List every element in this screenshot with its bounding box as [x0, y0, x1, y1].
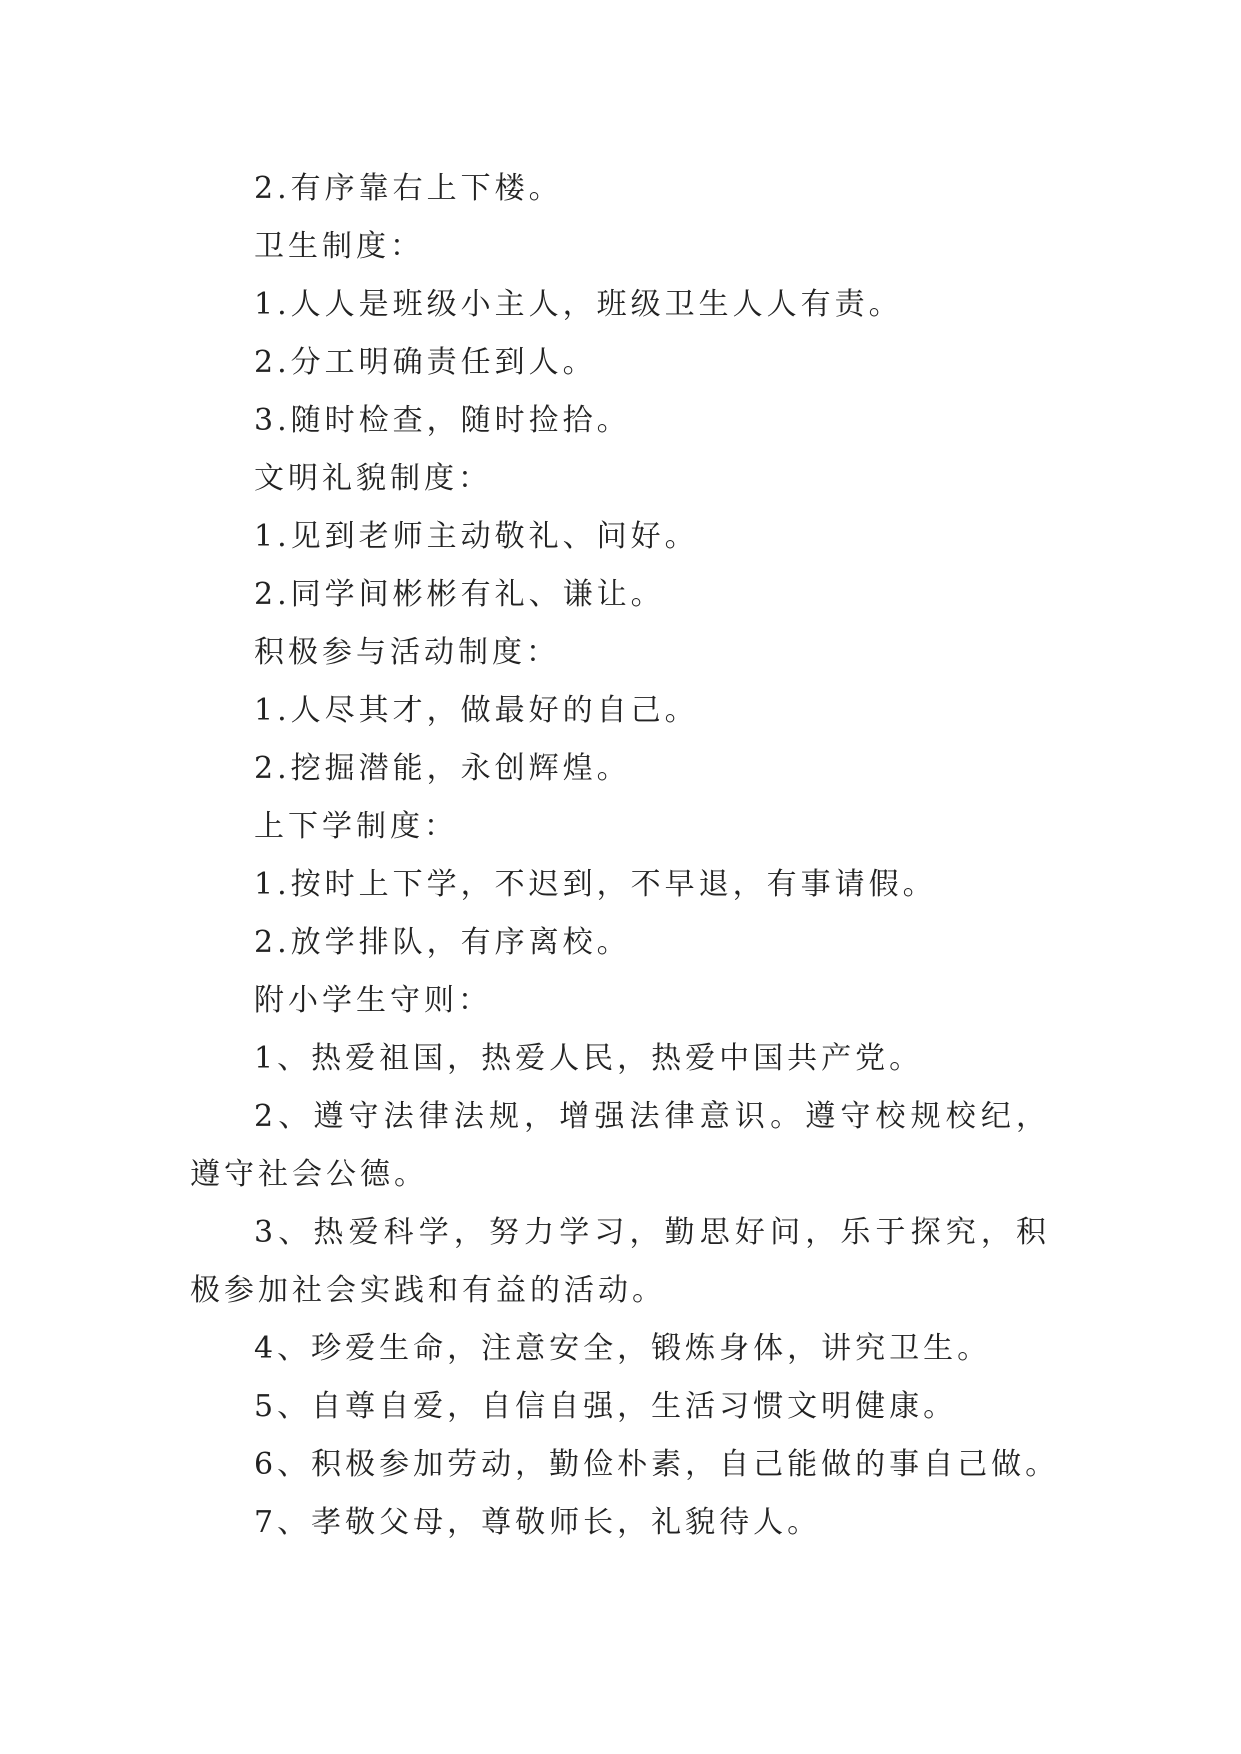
rule-line: 2.同学间彬彬有礼、谦让。	[254, 577, 665, 612]
rule-line: 1.见到老师主动敬礼、问好。	[254, 519, 699, 554]
rule-line: 2.有序靠右上下楼。	[254, 171, 563, 206]
document-body	[190, 160, 1060, 1552]
code-item: 5、自尊自爱，自信自强，生活习惯文明健康。	[254, 1389, 958, 1424]
code-item: 3、热爱科学，努力学习，勤思好问，乐于探究，积极参加社会实践和有益的活动。	[190, 1215, 1050, 1308]
code-item: 4、珍爱生命，注意安全，锻炼身体，讲究卫生。	[254, 1331, 992, 1366]
rule-line: 1.人尽其才，做最好的自己。	[254, 693, 699, 728]
rule-line: 2.分工明确责任到人。	[254, 345, 597, 380]
rule-line: 3.随时检查，随时捡拾。	[254, 403, 631, 438]
rule-line: 2.放学排队，有序离校。	[254, 925, 631, 960]
section-heading-activities: 积极参与活动制度：	[254, 635, 560, 670]
section-heading-hygiene: 卫生制度：	[254, 229, 424, 264]
section-heading-attendance: 上下学制度：	[254, 809, 458, 844]
code-item: 2、遵守法律法规，增强法律意识。遵守校规校纪，遵守社会公德。	[190, 1099, 1050, 1192]
rule-line: 1.按时上下学，不迟到，不早退，有事请假。	[254, 867, 937, 902]
section-heading-courtesy: 文明礼貌制度：	[254, 461, 492, 496]
code-item: 1、热爱祖国，热爱人民，热爱中国共产党。	[254, 1041, 924, 1076]
rule-line: 1.人人是班级小主人，班级卫生人人有责。	[254, 287, 903, 322]
rule-line: 2.挖掘潜能，永创辉煌。	[254, 751, 631, 786]
code-item: 7、孝敬父母，尊敬师长，礼貌待人。	[254, 1505, 822, 1540]
section-heading-student-code: 附小学生守则：	[254, 983, 492, 1018]
code-item: 6、积极参加劳动，勤俭朴素，自己能做的事自己做。	[254, 1447, 1060, 1482]
